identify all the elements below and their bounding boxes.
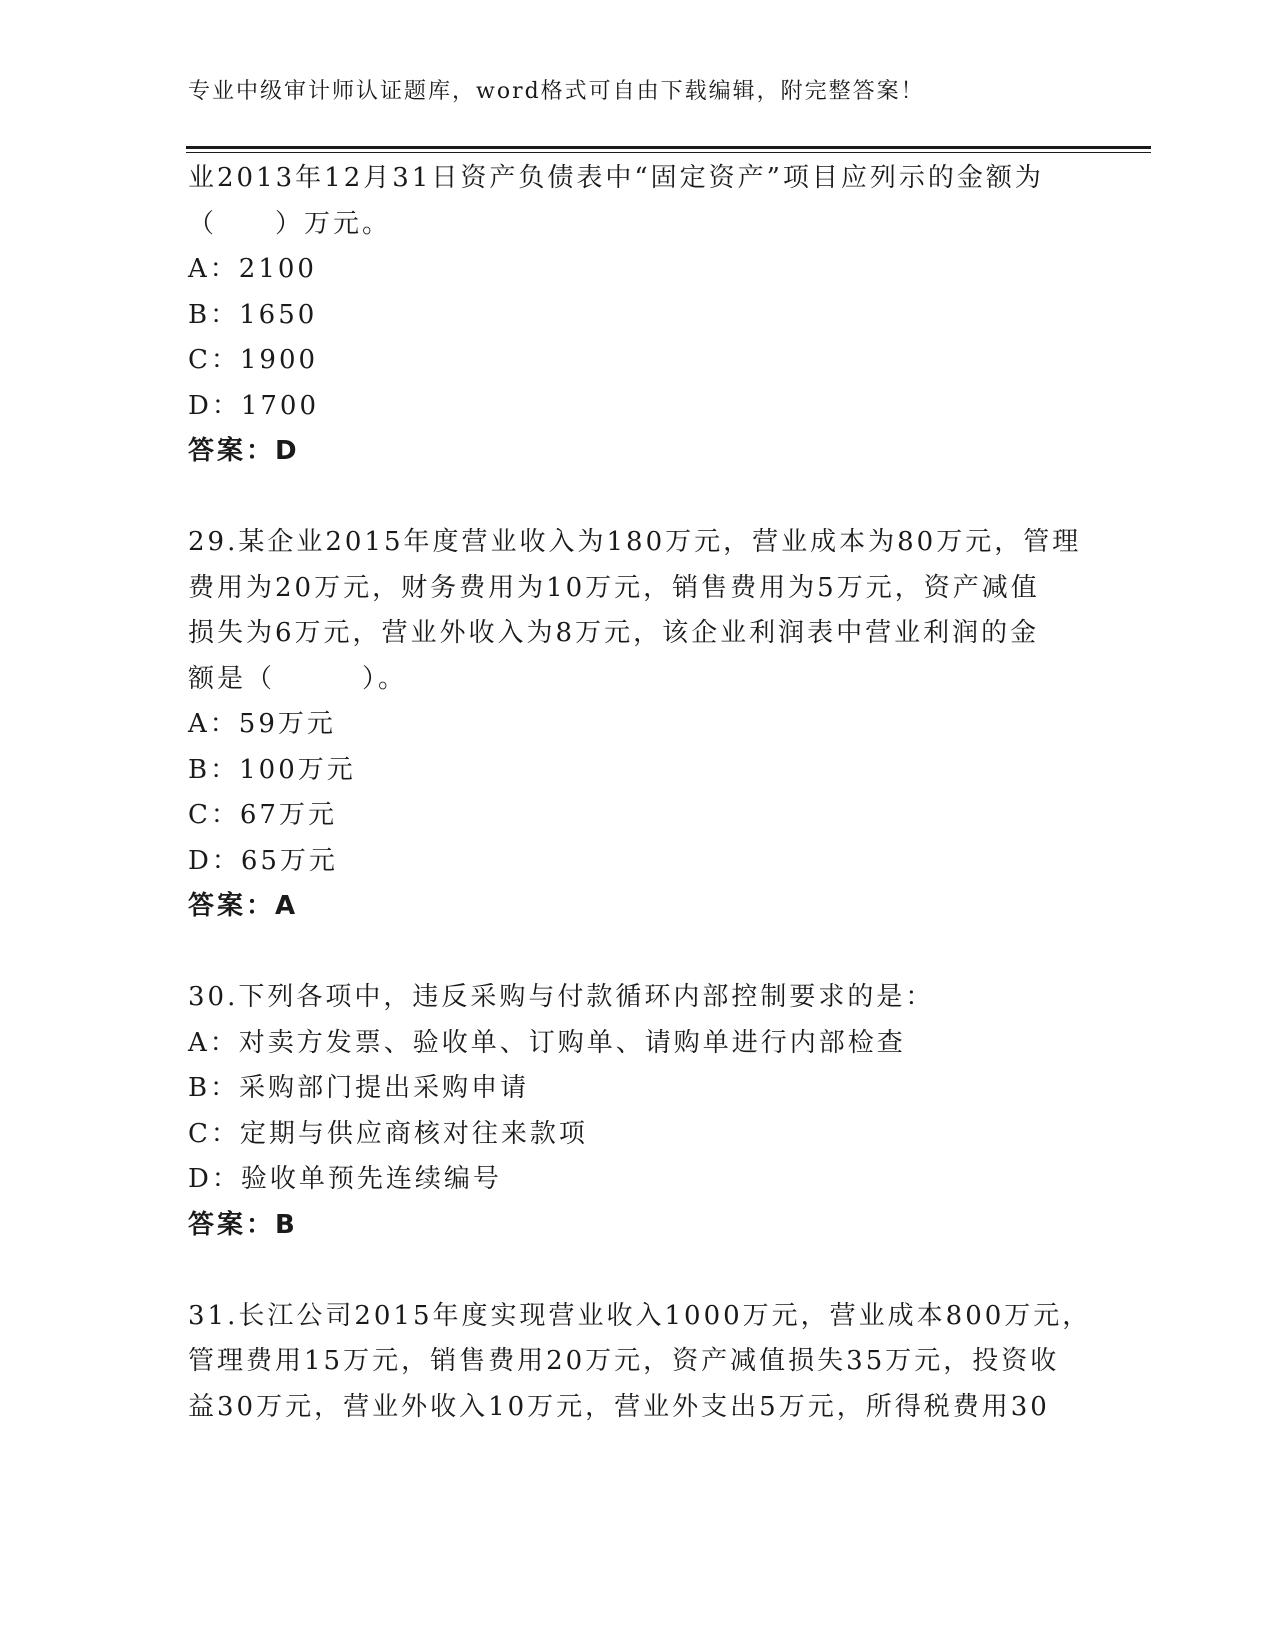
question-28-continued — [188, 156, 1088, 475]
question-stem-line: （ ）万元。 — [188, 208, 392, 239]
question-stem-line: 损失为6万元，营业外收入为8万元，该企业利润表中营业利润的金 — [188, 618, 1040, 648]
option-a: A：对卖方发票、验收单、订购单、请购单进行内部检查 — [188, 1027, 906, 1058]
question-content — [188, 156, 1092, 1430]
header-rule-thick — [186, 146, 1151, 149]
option-a: A：2100 — [188, 254, 317, 284]
option-d: D：65万元 — [188, 845, 338, 876]
block-spacer — [188, 475, 1088, 521]
option-d: D：验收单预先连续编号 — [188, 1164, 502, 1194]
option-c: C：1900 — [188, 345, 319, 375]
question-29 — [188, 520, 1088, 930]
question-stem-line: 管理费用15万元，销售费用20万元，资产减值损失35万元，投资收 — [188, 1346, 1060, 1376]
option-d: D：1700 — [188, 390, 320, 421]
question-stem-line: 额是（ ）。 — [188, 663, 408, 694]
answer-line: 答案：D — [188, 436, 300, 466]
answer-line: 答案：B — [188, 1209, 298, 1240]
question-31 — [188, 1294, 1092, 1431]
block-spacer — [188, 1248, 1088, 1294]
question-stem-line: 29.某企业2015年度营业收入为180万元，营业成本为80万元，管理 — [188, 527, 1082, 557]
option-b: B：采购部门提出采购申请 — [188, 1073, 530, 1103]
question-stem-line: 费用为20万元，财务费用为10万元，销售费用为5万元，资产减值 — [188, 572, 1040, 603]
answer-line: 答案：A — [188, 891, 299, 921]
option-a: A：59万元 — [188, 709, 336, 739]
option-c: C：67万元 — [188, 800, 337, 830]
question-stem-line: 31.长江公司2015年度实现营业收入1000万元，营业成本800万元， — [188, 1300, 1092, 1331]
page-header: 专业中级审计师认证题库，word格式可自由下载编辑，附完整答案！ — [188, 79, 925, 104]
option-b: B：1650 — [188, 299, 318, 330]
question-30 — [188, 975, 1088, 1248]
question-stem-line: 益30万元，营业外收入10万元，营业外支出5万元，所得税费用30 — [188, 1391, 1050, 1422]
option-b: B：100万元 — [188, 754, 356, 785]
question-stem-line: 业2013年12月31日资产负债表中“固定资产”项目应列示的金额为 — [188, 163, 1044, 193]
block-spacer — [188, 930, 1088, 976]
question-stem-line: 30.下列各项中，违反采购与付款循环内部控制要求的是： — [188, 982, 935, 1012]
option-c: C：定期与供应商核对往来款项 — [188, 1118, 588, 1149]
header-rule-thin — [186, 152, 1151, 153]
